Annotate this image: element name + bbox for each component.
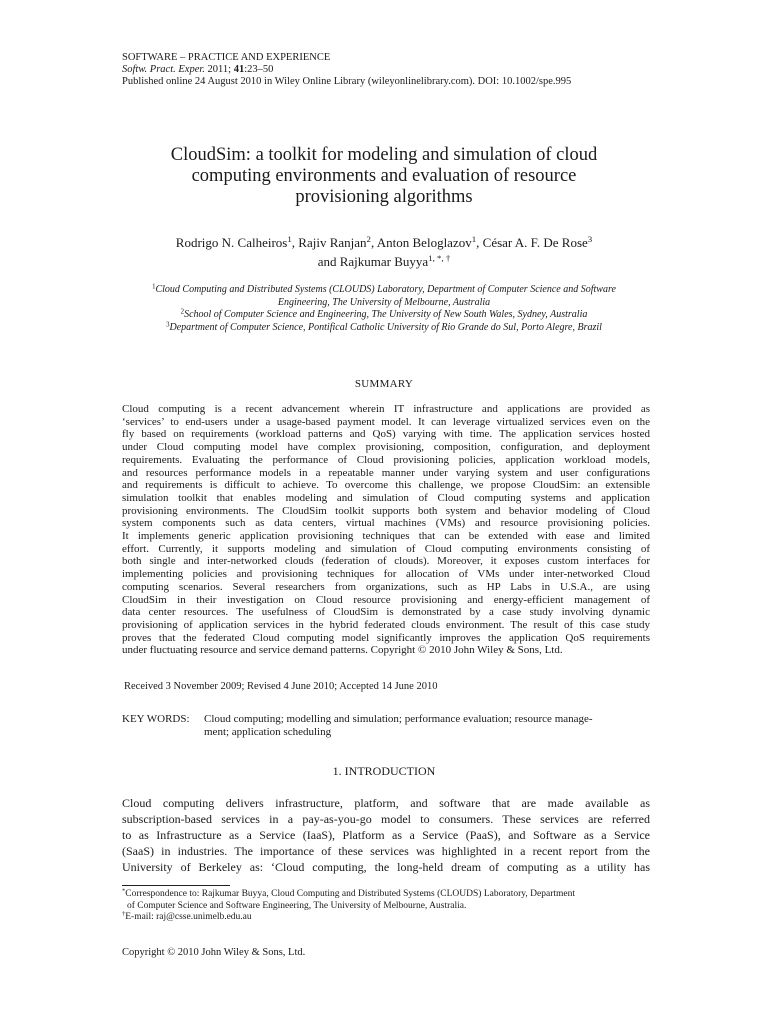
abstract-line: ‘services’ to end-users under a usage-based payment model. It can leverage virtualized services even on the [122,415,650,428]
email-text: E-mail: raj@csse.unimelb.edu.au [125,912,252,922]
footnote-text: Correspondence to: Rajkumar Buyya, Cloud Computing and Distributed Systems (CLOUDS) Laboratory, Department [125,889,576,899]
author-line [100,252,668,271]
footnote-mark: † [122,910,126,918]
abstract-line: computing scenarios. Several researchers from organizations, such as HP Labs in U.S.A., are using [122,580,650,593]
abstract-line: implementing policies and provisioning techniques for allocation of VMs under inter-networked Cloud [122,568,650,581]
author-affil-mark: 3 [587,234,593,245]
paper-title [100,145,668,208]
abstract-line: provisioning of application services in the hybrid federated clouds environment. The result of this case study [122,618,650,631]
abstract [122,403,650,657]
section-heading: 1. INTRODUCTION [332,764,436,778]
abstract-line: effort. Currently, it supports modeling and simulation of Cloud computing environments consisting of [122,542,650,555]
intro-line: to as Infrastructure as a Service (IaaS), Platform as a Service (PaaS), and Software as a Service [122,828,650,842]
journal-abbrev: Softw. Pract. Exper. [122,64,205,75]
keywords-line [122,713,593,726]
affiliations [100,284,668,334]
journal-name: SOFTWARE – PRACTICE AND EXPERIENCE [122,52,331,63]
abstract-line: data center resources. The usefulness of CloudSim is demonstrated by a case study involving dynamic [122,606,650,619]
abstract-line: under fluctuating resource and service demand patterns. Copyright © 2010 John Wiley & Sons, Ltd. [122,644,563,657]
affiliation-mark: 3 [166,320,170,328]
intro-line: Cloud computing delivers infrastructure, platform, and software that are made available as [122,796,650,810]
affiliation [100,284,668,297]
journal-volume: 41 [233,64,245,75]
abstract-line: provisioning environments. The CloudSim toolkit supports both system and behavior modeling of Cloud [122,504,650,517]
abstract-line: fly based on requirements (workload patterns and QoS) varying with time. The application services hosted [122,428,650,441]
author-affil-mark: 1 [287,234,292,245]
keywords-text: Cloud computing; modelling and simulation; performance evaluation; resource manage- [204,713,593,725]
title-line: CloudSim: a toolkit for modeling and simulation of cloud [170,145,598,165]
affiliation-text: Department of Computer Science, Pontifical Catholic University of Rio Grande do Sul, Porto Alegre, Brazil [169,321,602,333]
keywords-text: ment; application scheduling [204,726,332,738]
journal-pages: :23–50 [244,64,274,75]
keywords [122,713,593,739]
affiliation-mark: 2 [180,308,185,316]
footnote-mark: * [122,887,126,895]
journal-citation [122,64,571,76]
received-dates: Received 3 November 2009; Revised 4 June 2010; Accepted 14 June 2010 [124,681,438,692]
abstract-line: under Cloud computing model have complex provisioning, composition, configuration, and deployment [122,441,650,454]
author-name: Rodrigo N. Calheiros [175,235,288,250]
intro-line: subscription-based services in a pay-as-you-go model to consumers. These services are referred [122,812,650,826]
author-separator: , [370,235,377,250]
keywords-label: KEY WORDS: [122,713,190,725]
author-name: Rajiv Ranjan [298,235,367,250]
footnotes [122,889,575,924]
author-list [100,233,668,271]
intro-line: (SaaS) in industries. The importance of these services was highlighted in a recent report from the [122,844,650,858]
author-affil-mark: 2 [366,234,371,245]
abstract-line: and resources performance models in a repeatable manner under varying system and user configurations [122,466,650,479]
journal-year: 2011; [207,64,234,75]
affiliation [100,322,668,335]
abstract-line: simulation toolkit that enables modeling and simulation of Cloud computing systems and application [122,491,650,504]
affiliation-mark: 1 [152,283,156,291]
footnote-email [122,912,575,924]
affiliation [100,309,668,322]
abstract-line: both single and inter-networked clouds (federation of clouds). Moreover, it exposes custom interfaces for [122,555,650,568]
author-name: Anton Beloglazov [376,235,472,250]
author-affil-mark: 1, *, † [428,253,451,264]
author-line [100,233,668,252]
author-separator: , [291,235,299,250]
intro-line: University of Berkeley as: ‘Cloud computing, the long-held dream of computing as a utility has [122,860,650,874]
author-separator: , [476,235,483,250]
author-name: César A. F. De Rose [482,235,588,250]
summary-heading: SUMMARY [354,378,414,390]
title-line: provisioning algorithms [295,187,473,207]
affiliation-text: School of Computer Science and Engineering, The University of New South Wales, Sydney, Australia [184,309,588,320]
title-line: computing environments and evaluation of resource [191,166,577,186]
footnote-text: of Computer Science and Software Engineering, The University of Melbourne, Australia. [127,900,467,911]
affiliation-text: Engineering, The University of Melbourne, Australia [277,296,491,308]
abstract-line: proves that the federated Cloud computing model significantly improves the application QoS requirements [122,631,650,644]
affiliation-text: Cloud Computing and Distributed Systems (CLOUDS) Laboratory, Department of Computer Science and Software [155,284,616,295]
abstract-line: and requirements is difficult to achieve. To overcome this challenge, we propose CloudSim: an extensible [122,479,650,492]
footnote-correspondence [122,889,575,901]
author-name: and Rajkumar Buyya [317,254,429,269]
footnote-rule [122,885,230,886]
publication-info: Published online 24 August 2010 in Wiley Online Library (wileyonlinelibrary.com). DOI: 10.1002/spe.995 [122,76,572,87]
abstract-line: Cloud computing is a recent advancement wherein IT infrastructure and applications are provided as [122,403,650,415]
introduction-text [122,795,650,875]
abstract-line: requirements. Evaluating the performance of Cloud provisioning policies, application workload models, [122,453,650,466]
copyright-notice: Copyright © 2010 John Wiley & Sons, Ltd. [122,947,306,958]
abstract-line: system components such as data centers, virtual machines (VMs) and resource provisioning policies. [122,517,650,530]
abstract-line: It implements generic application provisioning techniques that can be extended with ease and limited [122,530,650,543]
journal-header [122,52,571,88]
abstract-line: CloudSim in their investigation on Cloud resource provisioning and energy-efficient management of [122,593,650,606]
author-affil-mark: 1 [471,234,477,245]
affiliation [100,297,668,310]
